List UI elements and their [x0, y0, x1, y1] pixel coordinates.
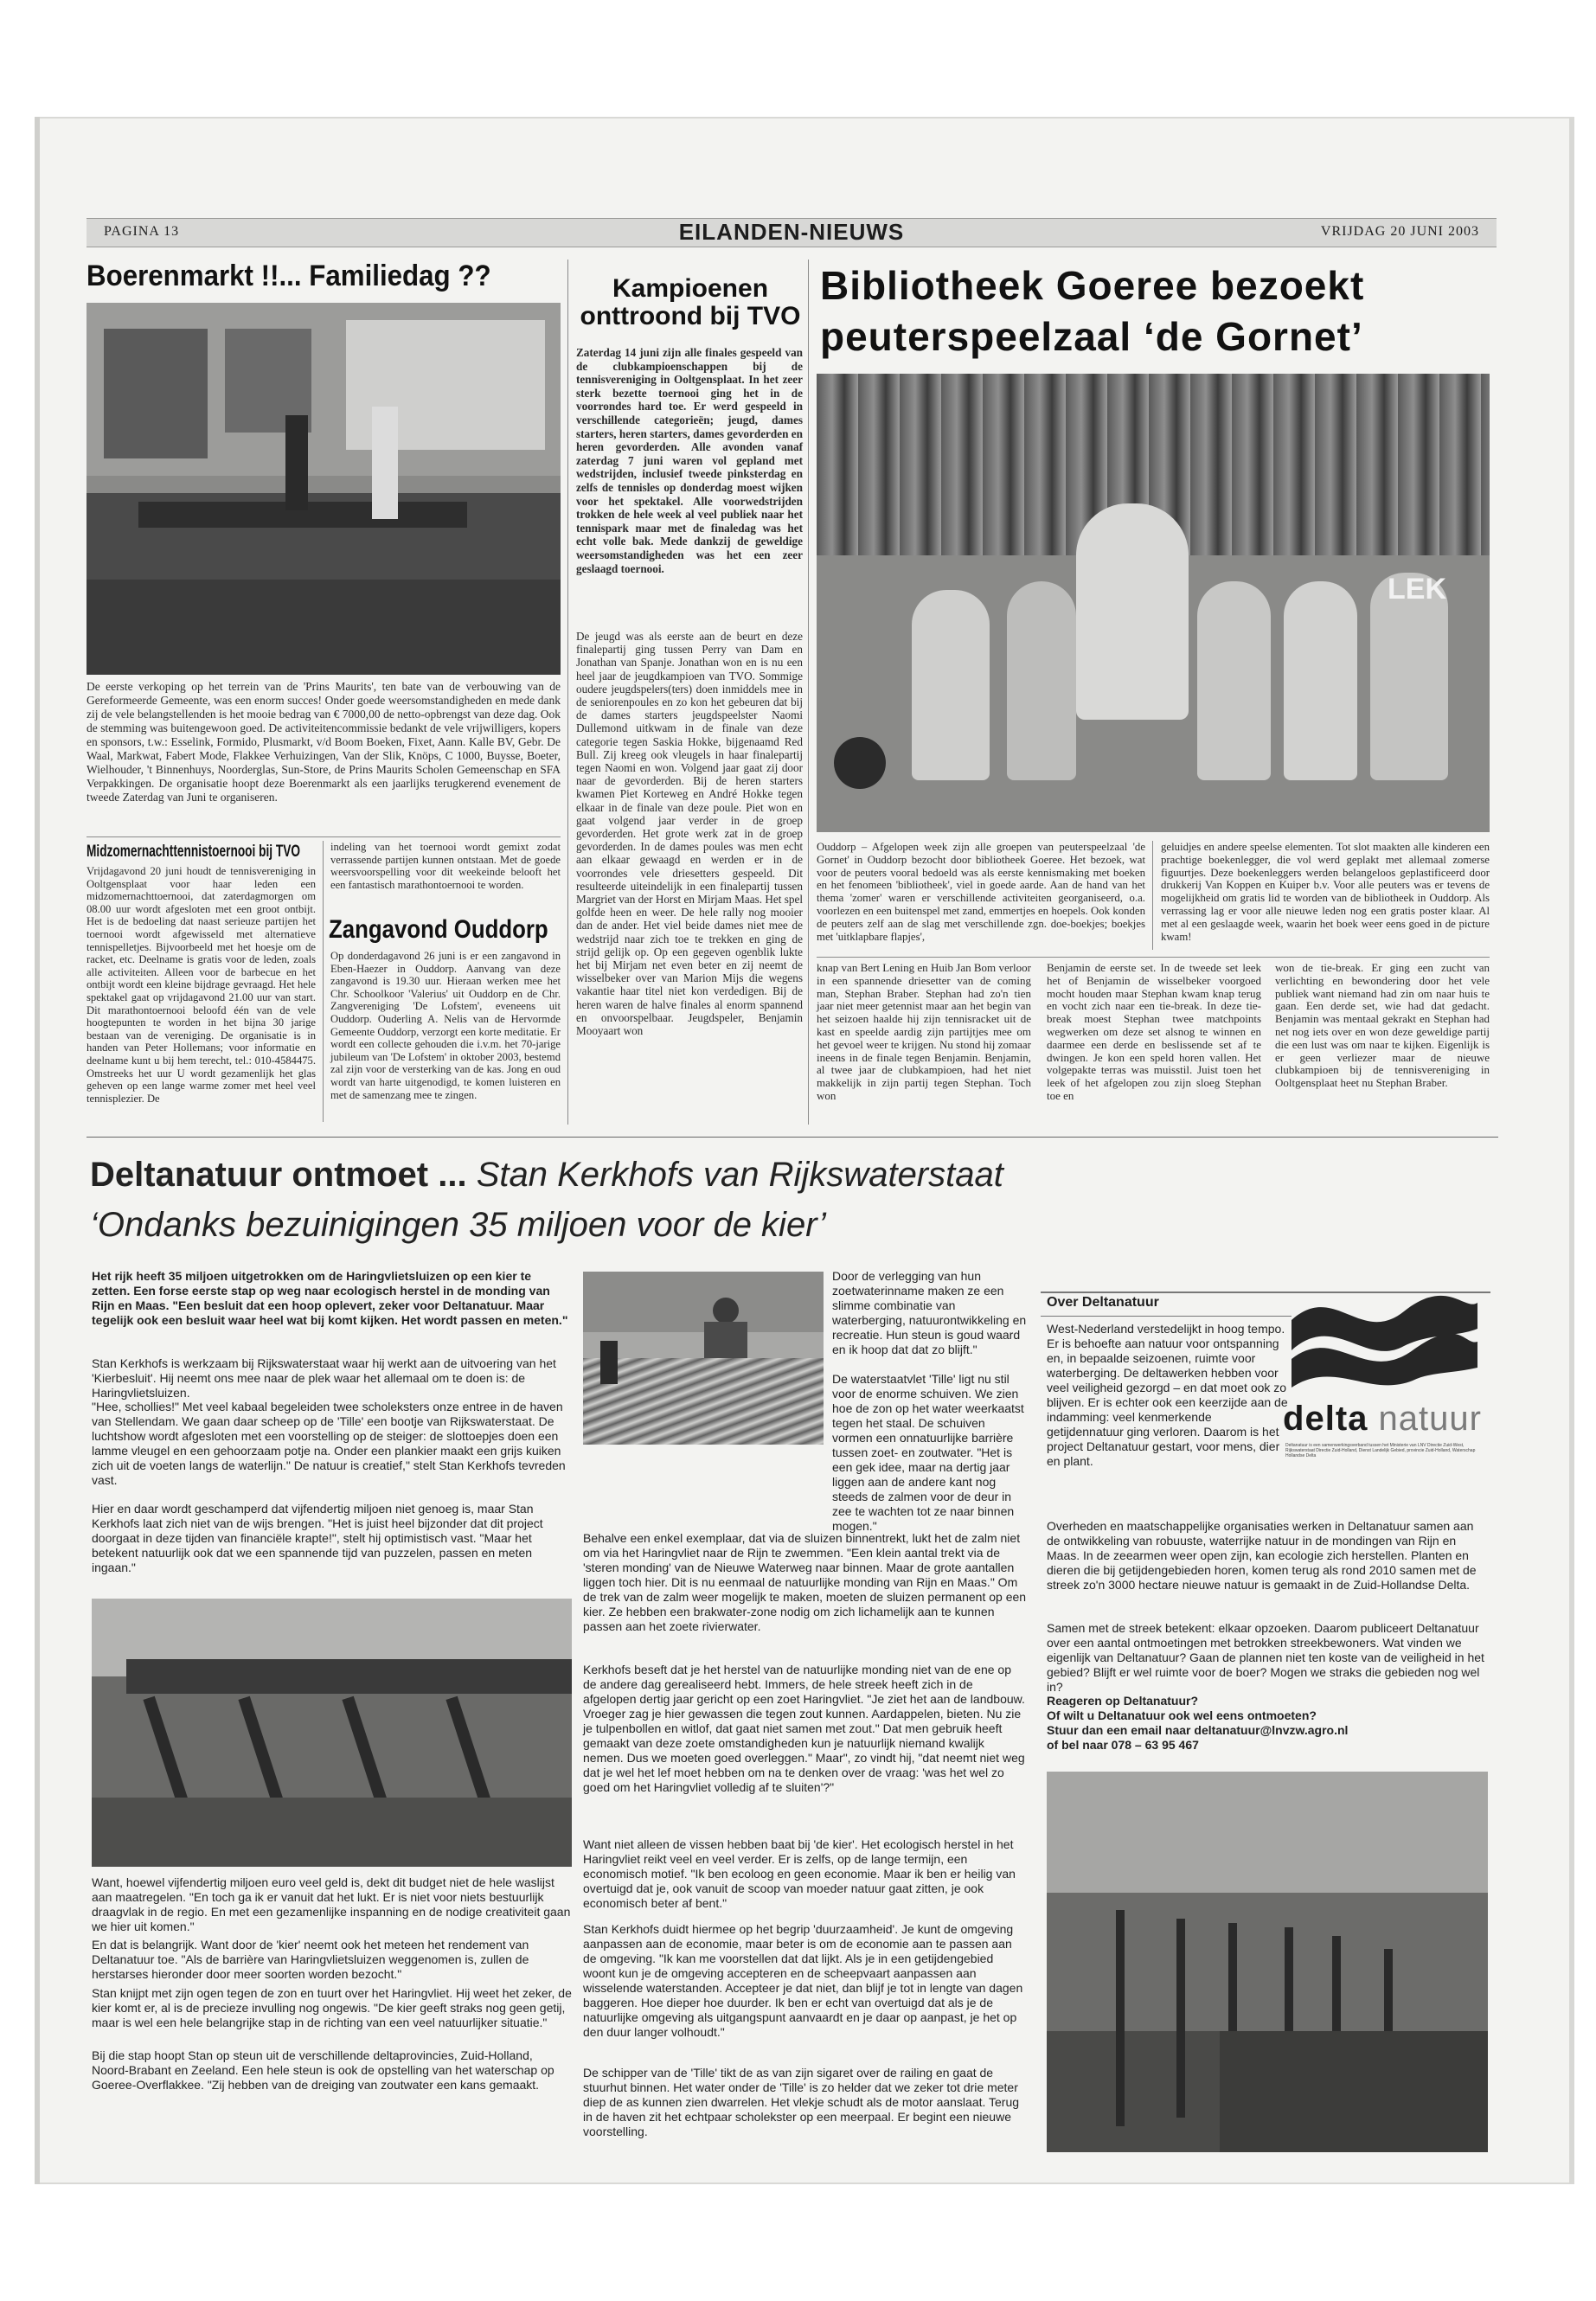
column-rule	[808, 260, 809, 1125]
deltanatuur-m5: Want niet alleen de vissen hebben baat bij 'de kier'. Het ecologisch herstel in het Haringvliet reikt veel en veel verder. Er is zelfs, op de lange termijn, een economisch motief. "Ik ben ecoloog en geen economie. Maar ik ben er heilig van overtuigd dat je, ook vanuit de scoop van moeder natuur gaat zitten, je ook economisch beter af bent."	[583, 1837, 1016, 1910]
page-number: PAGINA 13	[104, 224, 180, 239]
deltanatuur-p3: Hier en daar wordt geschamperd dat vijfendertig miljoen niet genoeg is, maar Stan Kerkhofs laat zich niet van de wijs brengen. "Het is juist heel bijzonder dat dit project doorgaat in deze tijden van financiële krapte!", stelt hij optimistisch vast. "Maar het betekent natuurlijk ook dat we een spannende tijd van puzzelen, passen en meten ingaan."	[92, 1502, 543, 1574]
kampioenen-text-cont-3: won de tie-break. Er ging een zucht van verlichting en bewondering door het vele publiek want niemand had zin om naar huis te gaan. Een derde set, wie had dat gedacht. Benjamin was mentaal gekrakt en Stephan had net nog iets over en won deze geweldige partij die een lust was om naar te kijken. Eigenlijk is er geen verliezer maar de nieuwe clubkampioen bij de tennisvereniging in Ooltgensplaat heet nu Stephan Braber.	[1275, 961, 1490, 1090]
deltanatuur-m4: Kerkhofs beseft dat je het herstel van de natuurlijke monding niet van de ene op de andere dag gerealiseerd hebt. Immers, de hele streek heeft zich in de afgelopen dertig jaar gericht op een zoet Haringvliet. "Je ziet het aan de landbouw. Vroeger zag je hier gewassen die tegen zout kunnen. Aardappelen, bieten. Nu zie je tulpenbollen en witlof, dat gaat niet samen met zout." Dat men gebruik heeft gemaakt van deze zoete omstandigheden kun je natuurlijk niemand kwalijk nemen. Dus we moeten goed overleggen." Maar", zo vindt hij, "dat neemt niet weg dat je wel het lef moet hebben om na te denken over de vraag: 'was het wel zo goed om het Haringvliet volledig af te sluiten'?"	[583, 1663, 1025, 1794]
kampioenen-text-cont-2: Benjamin de eerste set. In de tweede set leek het of Benjamin de wisselbeker voorgoed mocht houden maar Stephan kwam knap terug en vocht zich naar een tie-break. In deze tie-break moest Stephan twee matchpoints wegwerken om deze set alsnog te winnen en daarmee een derde en beslissende set af te dwingen. Je kon een speld horen vallen. Het volgepakte terras was muisstil. Juist toen het leek of het afgelopen zou zijn sloeg Stephan toe en	[1047, 961, 1261, 1102]
scan-background	[0, 0, 1596, 108]
deltanatuur-m2: De waterstaatvlet 'Tille' ligt nu stil voor de enorme schuiven. We zien hoe de zon op het water weerkaatst tegen het staal. De schuiven vormen een onnatuurlijke barrière tussen zoet- en zoutwater. "Het is een gek idee, maar na dertig jaar liggen aan de andere kant nog steeds de zalmen voor de deur in zee te wachten tot ze naar binnen mogen."	[832, 1372, 1024, 1533]
deltanatuur-p7: Bij die stap hoopt Stan op steun uit de verschillende deltaprovincies, Zuid-Holland, Noord-Brabant en Zeeland. Een hele steun is ook de opstelling van het waterschap op Goeree-Overflakkee. "Zij hebben van de dreiging van zoutwater een kans gemaakt.	[92, 2048, 554, 2092]
midzomer-text: Vrijdagavond 20 juni houdt de tennisvereniging in Ooltgensplaat voor haar leden een midzomernachttoernooi, dat zaterdagmorgen om 08.00 uur wordt afgesloten met een groot ontbijt. Het is de bedoeling dat naast serieuze partijen het toernooi wordt afgewisseld met alternatieve tennispelletjes. Bijvoorbeeld met het hoesje om de racket, etc. Deelname is gratis voor de leden, zoals alle activiteiten. Alleen voor de barbecue en het ontbijt wordt een kleine bijdrage gevraagd. Het hele spektakel gaat op vrijdagavond 21.00 uur van start. Dit marathontoernooi beloofd één van de vele hoogtepunten te worden in het bijna 30 jarige bestaan van de vereniging. De organisatie is in handen van Peter Hollemans; voor informatie en deelname kunt u bij hem terecht, tel.: 010-4584475. Omstreeks het uur U wordt gezamenlijk het glas geheven op een lange warme zomer met heel veel tennisplezier. De	[87, 865, 316, 1105]
column-rule	[567, 260, 568, 1125]
over-deltanatuur-text2: Overheden en maatschappelijke organisaties werken in Deltanatuur samen aan de ontwikkeling van robuuste, waterrijke natuur in de mondingen van Rijn en Maas. In de zeearmen weer open zijn, kan ecologie zich herstellen. Planten en dieren die bij getijdengebieden horen, komen terug als rond 2010 samen met de streek zo'n 3000 hectare nieuwe natuur is gemaakt in de Zuid-Hollandse Delta.	[1047, 1519, 1477, 1592]
column-rule	[323, 841, 324, 1122]
deltanatuur-m1: Door de verlegging van hun zoetwaterinname maken ze een slimme combinatie van waterberging, natuurontwikkeling en recreatie. Hun steun is goud waard en ik hoop dat dat zo blijft."	[832, 1269, 1027, 1356]
column-rule	[1152, 841, 1153, 950]
bibliotheek-title-line1: Bibliotheek Goeree bezoekt	[820, 263, 1365, 308]
peuterspeelzaal-photo	[817, 374, 1490, 832]
kampioenen-text: De jeugd was als eerste aan de beurt en deze finalepartij ging tussen Perry van Dam en Jonathan van Spanje. Jonathan won en is nu een heel jaar de jeugdkampioen van TVO. Sommige oudere jeugdspelers(ters) doen inmiddels mee in de seniorenpoules en zo kon het gebeuren dat bij de dames starters jeugdspeelster Naomi Dullemond uitkwam in de finale van deze categorie tegen Saskia Hokke, bijgenaamd Red Bull. Zij kreeg ook vleugels in haar finalepartij tegen Naomi en won. Volgend jaar gaat zij door naar de gevorderden. Bij de heren starters kwamen Piet Korteweg en André Hokke tegen elkaar in de finale van deze poule. Piet won en gaat volgend jaar verder in de groep gevorderden. Het grote werk zat in de groep gevorderden. In de dames poules was men echt aan elkaar gewaagd en werden er in de voorrondes vele driesetters gespeeld. Dit resulteerde uiteindelijk in een finalepartij tussen Margriet van der Horst en Mirjam Maas. Het spel golfde heen en weer. De hele rally nog mooier dan de ander. Het viel beide dames niet mee de wedstrijd naar zich toe te trekken en ging de strijd gelijk op. Op een gegeven ogenblik lukte het bij Mirjam net even beter en zij neemt de wisselbeker over van Marion Mijs die wegens vakantie haar titel niet kon verdedigen. Bij de heren waren de halve finales al enorm spannend en onvoorspelbaar. Jeugdspeler, Benjamin Mooyaart won	[576, 630, 803, 1038]
over-deltanatuur-text3: Samen met de streek betekent: elkaar opzoeken. Daarom publiceert Deltanatuur over een aantal ontmoetingen met betrokken streekbewoners. Wat vinden we eigenlijk van Deltanatuur? Gaan de plannen niet ten koste van de veiligheid in het gebied? Blijft er wel ruimte voor de boer? Mogen we straks die gebieden nog wel in?	[1047, 1621, 1484, 1694]
bibliotheek-title-line2: peuterspeelzaal ‘de Gornet’	[820, 314, 1363, 359]
deltanatuur-p6: Stan knijpt met zijn ogen tegen de zon en tuurt over het Haringvliet. Hij weet het zeker, de kier komt er, al is de precieze invulling nog ongewis. "De kier geeft straks nog geen getij, maar is wel een hele belangrijke stap in de richting van een veel natuurlijker situatie."	[92, 1986, 572, 2029]
midzomer-text-cont: indeling van het toernooi wordt gemixt zodat verrassende partijen kunnen ontstaan. Met de goede weersvoorspelling voor dit weekeinde belooft het een fantastisch marathontoernooi te worden.	[330, 841, 561, 891]
over-deltanatuur-title: Over Deltanatuur	[1047, 1295, 1159, 1310]
bibliotheek-caption-right: geluidjes en andere speelse elementen. Tot slot maakten alle kinderen een prachtige boekenlegger, die vol werd geplakt met allemaal zomerse figuurtjes. Deze boekenleggers werden belangeloos geplastificeerd door drukkerij Van Koppen en Kuiper b.v. Voor alle peuters was er tevens de mogelijkheid om gratis lid te worden van de bibliotheek in Ouddorp. Als verrassing lag er voor alle nieuwe leden nog een gratis poster klaar. Al met al een geslaagde week, waarin het boek weer eens goed in de picture kwam!	[1161, 841, 1490, 943]
react-block	[1047, 1694, 1488, 1753]
kampioenen-title: Kampioenen onttroond bij TVO	[580, 274, 801, 330]
page-shadow-left	[35, 117, 40, 2184]
haringvlietsluizen-photo	[92, 1599, 572, 1867]
deltanatuur-p4: Want, hoewel vijfendertig miljoen euro veel geld is, dekt dit budget niet de hele waslijst aan maatregelen. "En toch ga ik er vanuit dat het lukt. Er is niet voor niets bestuurlijk draagvlak in de regio. En met een gezamenlijke inspanning en de nodige creativiteit gaan we hier uit komen."	[92, 1875, 571, 1933]
deltanatuur-headline-line1	[90, 1156, 1003, 1195]
section-divider	[87, 1137, 1498, 1138]
logo-small-print: Deltanatuur is een samenwerkingsverband tussen het Ministerie van LNV Directie Zuid-West, Rijkswaterstaat Directie Zuid-Holland, Dienst Landelijk Gebied, provincie Zuid-Holland, Waterschap Hollandse Delta	[1285, 1443, 1476, 1458]
boerenmarkt-caption: De eerste verkoping op het terrein van de 'Prins Maurits', ten bate van de verbouwing van de Gereformeerde Gemeente, was een enorm succes! Onder goede weersomstandigheden en mede dank zij de vele belangstellenden is het mooie bedrag van € 7000,00 de netto-opbrengst van deze dag. Ook de stemming was buitengewoon goed. De activiteitencommissie bedankt de vele vrijwilligers, kopers en sponsors, t.w.: Esselink, Formido, Plusmarkt, v/d Boom Boeken, Fixet, Aann. Kalle BV, Gebr. De Waal, Markwat, Fabert Mode, Flakkee Verhuizingen, Van der Slik, Knöps, C 1000, Buysse, Boeter, Wielhouder, 't Binnenhuys, Noorderglas, Sun-Store, de Prins Maurits Scholen Gemeenschap en SFA Verpakkingen. De organisatie hoopt deze Boerenmarkt als een jaarlijks terugkerend evenement de tweede Zaterdag van Juni te organiseren.	[87, 680, 561, 804]
midzomer-title: Midzomernachttennistoernooi bij TVO	[87, 843, 301, 861]
deltanatuur-p5: En dat is belangrijk. Want door de 'kier' neemt ook het meteen het rendement van Deltanatuur toe. "Als de barrière van Haringvlietsluizen weggenomen is, zullen de herstarses hieronder door meer soorten worden bezocht."	[92, 1938, 529, 1981]
zangavond-text: Op donderdagavond 26 juni is er een zangavond in Eben-Haezer in Ouddorp. Aanvang van deze zangavond is 19.30 uur. Hieraan werken mee het Chr. Schoolkoor 'Valerius' uit Ouddorp en de Chr. Zangvereniging 'De Lofstem', eveneens uit Ouddorp. Ouderling A. Nelis van de Hervormde Gemeente Ouddorp, verzorgt een korte meditatie. Er wordt een collecte gehouden die i.v.m. het 70-jarige jubileum van 'De Lofstem' in oktober 2003, bestemd zal zijn voor de versterking van de kas. Jong en oud wordt van harte uitgenodigd, te komen luisteren en met de samenzang mee te zingen.	[330, 950, 561, 1101]
deltanatuur-m6: Stan Kerkhofs duidt hiermee op het begrip 'duurzaamheid'. Je kunt de omgeving aanpassen aan de economie, maar beter is om de economie aan te passen aan de omgeving. "Ik kan me voorstellen dat dat lijkt. Als je in een getijdengebied woont kun je de omgeving accepteren en de scheepvaart aanpassen aan wisselende waterstanden. Accepteer je dat niet, dan blijf je tot in lengte van dagen baggeren. Hoe dieper hoe duurder. Ik ben er echt van overtuigd dat als je de natuurlijke omgeving als uitgangspunt aanvaardt en je daar op aanpast, je het op den duur langer volhoudt."	[583, 1922, 1023, 2039]
zangavond-title: Zangavond Ouddorp	[329, 915, 548, 944]
boerenmarkt-photo	[87, 303, 561, 675]
issue-date: VRIJDAG 20 JUNI 2003	[1320, 224, 1479, 239]
deltanatuur-p1: Stan Kerkhofs is werkzaam bij Rijkswaterstaat waar hij werkt aan de uitvoering van het 'Kierbesluit'. Hij neemt ons mee naar de plek waar het allemaal om te doen is: de Haringvlietsluizen.	[92, 1356, 556, 1400]
wordmark-delta: delta	[1283, 1400, 1368, 1438]
react-line-4[interactable]: of bel naar 078 – 63 95 467	[1047, 1738, 1199, 1752]
bibliotheek-caption-left: Ouddorp – Afgelopen week zijn alle groepen van peuterspeelzaal 'de Gornet' in Ouddorp bezocht door bibliotheek Goeree. Het bezoek, wat voor de peuters vooral bedoeld was als eerste kennismaking met boeken en het fenomeen 'bibliotheek', viel in goede aarde. Aan de hand van het thema 'zomer' waren er verschillende activiteiten georganiseerd, o.a. voorlezen en een buitenspel met zand, emmertjes en hoepels. Ook konden de peuters zelf aan de slag met verschillende zgn. doe-boekjes; boekjes met 'uitklapbare flapjes',	[817, 841, 1145, 943]
react-line-1: Reageren op Deltanatuur?	[1047, 1694, 1199, 1708]
page-header	[87, 218, 1497, 247]
divider-kampioenen-cont	[817, 957, 1490, 958]
divider-midzomer	[87, 836, 561, 837]
deltanatuur-wave-icon	[1283, 1285, 1482, 1389]
react-line-2: Of wilt u Deltanatuur ook wel eens ontmoeten?	[1047, 1708, 1317, 1722]
deltanatuur-headline-line2: ‘Ondanks bezuinigingen 35 miljoen voor de kier’	[90, 1206, 826, 1244]
over-deltanatuur-rule	[1041, 1316, 1292, 1317]
deltanatuur-logo	[1279, 1279, 1486, 1469]
react-line-3[interactable]: Stuur dan een email naar deltanatuur@lnvzw.agro.nl	[1047, 1723, 1349, 1737]
wordmark-natuur: natuur	[1378, 1400, 1482, 1438]
meerpalen-photo	[1047, 1772, 1488, 2152]
kampioenen-text-cont-1: knap van Bert Lening en Huib Jan Bom verloor in een spannende driesetter van de coming man, Stephan Braber. Stephan had zo'n tien jaar niet meer getennist maar aan het begin van het seizoen haalde hij zijn tennisracket uit de kast en speelde aardig zijn partijtjes mee om het gevoel weer te krijgen. Nu stond hij zomaar ineens in de finale tegen Benjamin. Benjamin, al twee jaar de clubkampioen, had het niet makkelijk in zijn partij tegen Stephan. Toch won	[817, 961, 1031, 1102]
deltanatuur-intro: Het rijk heeft 35 miljoen uitgetrokken om de Haringvlietsluizen op een kier te zetten. Een forse eerste stap op weg naar ecologisch herstel in de monding van Rijn en Maas. "Een besluit dat een hoop oplevert, zeker voor Deltanatuur. Maar tegelijk ook een besluit waar heel wat bij komt kijken. Het wordt passen en meten."	[92, 1269, 568, 1327]
over-deltanatuur-text1: West-Nederland verstedelijkt in hoog tempo. Er is behoefte aan natuur voor ontspanning en, in bepaalde seizoenen, ruimte voor waterberging. De deltawerken hebben voor veel veiligheid gezorgd – en dat moet ook zo blijven. Er is echter ook een keerzijde aan de indamming: veel kenmerkende getijdennatuur ging verloren. Daarom is het project Deltanatuur gestart, voor mens, dier en plant.	[1047, 1322, 1288, 1468]
poster-sign: LEK	[1388, 573, 1446, 606]
deltanatuur-m3: Behalve een enkel exemplaar, dat via de sluizen binnentrekt, lukt het de zalm niet om via het Haringvliet naar de Rijn te zwemmen. "Een klein aantal trekt via de 'steren monding' van de Nieuwe Waterweg naar binnen. Maar de grote aantallen liggen toch hier. Dit is nu eenmaal de natuurlijke monding van Rijn en Maas." Om de trek van de zalm weer mogelijk te maken, moeten de sluizen permanent op een kier. Ze hebben een brakwater-zone nodig om zich lichamelijk aan te kunnen passen aan het zoete rivierwater.	[583, 1531, 1027, 1633]
boerenmarkt-title: Boerenmarkt !!... Familiedag ??	[87, 260, 491, 292]
deltanatuur-headline-lead: Deltanatuur ontmoet ...	[90, 1156, 477, 1194]
deltanatuur-headline-name: Stan Kerkhofs van Rijkswaterstaat	[476, 1156, 1003, 1194]
page-shadow-right	[1569, 117, 1574, 2184]
masthead-logo: EILANDEN-NIEUWS	[678, 219, 905, 245]
deltanatuur-wordmark	[1279, 1400, 1486, 1439]
kampioenen-intro: Zaterdag 14 juni zijn alle finales gespeeld van de clubkampioenschappen bij de tennisvereniging in Ooltgensplaat. In het zeer sterk bezette toernooi ging het in de voorrondes hard toe. Er werd gespeeld in verschillende categorieën; jeugd, dames starters, heren starters, dames gevorderden en heren gevorderden. Alle avonden vanaf zaterdag 7 juni waren vol gepland met wedstrijden, inclusief tweede pinksterdag en zelfs de tennisles op donderdag moest wijken voor het spektakel. Alle voorwedstrijden trokken de hele week al veel publiek naar het tennispark maar met de finaledag was het echt volle bak. Mede dankzij de geweldige weersomstandigheden was het een zeer geslaagd toernooi.	[576, 346, 803, 575]
stan-kerkhofs-photo	[583, 1272, 824, 1445]
deltanatuur-m7: De schipper van de 'Tille' tikt de as van zijn sigaret over de railing en gaat de stuurhut binnen. Het water onder de 'Tille' is zo helder dat we zeker tot drie meter diep de as kunnen zien dwarrelen. Het vlekje schudt als de motor aanslaat. Terug in de haven zit het echtpaar scholekster op een meerpaal. Er begint een nieuwe voorstelling.	[583, 2066, 1020, 2138]
deltanatuur-p2: "Hee, schollies!" Met veel kabaal begeleiden twee scholeksters onze entree in de haven van Stellendam. We gaan daar scheep op de 'Tille' een bootje van Rijkswaterstaat. De luchtshow wordt afgesloten met een voorstelling op de steiger: de slottoepjes doen een lamme vleugel en een gehoorzaam potje na. Onder een plankier maakt een grijs kuiken zich uit de voeten langs de waterlijn." De natuur is creatief," stelt Stan Kerkhofs tevreden vast.	[92, 1400, 566, 1487]
